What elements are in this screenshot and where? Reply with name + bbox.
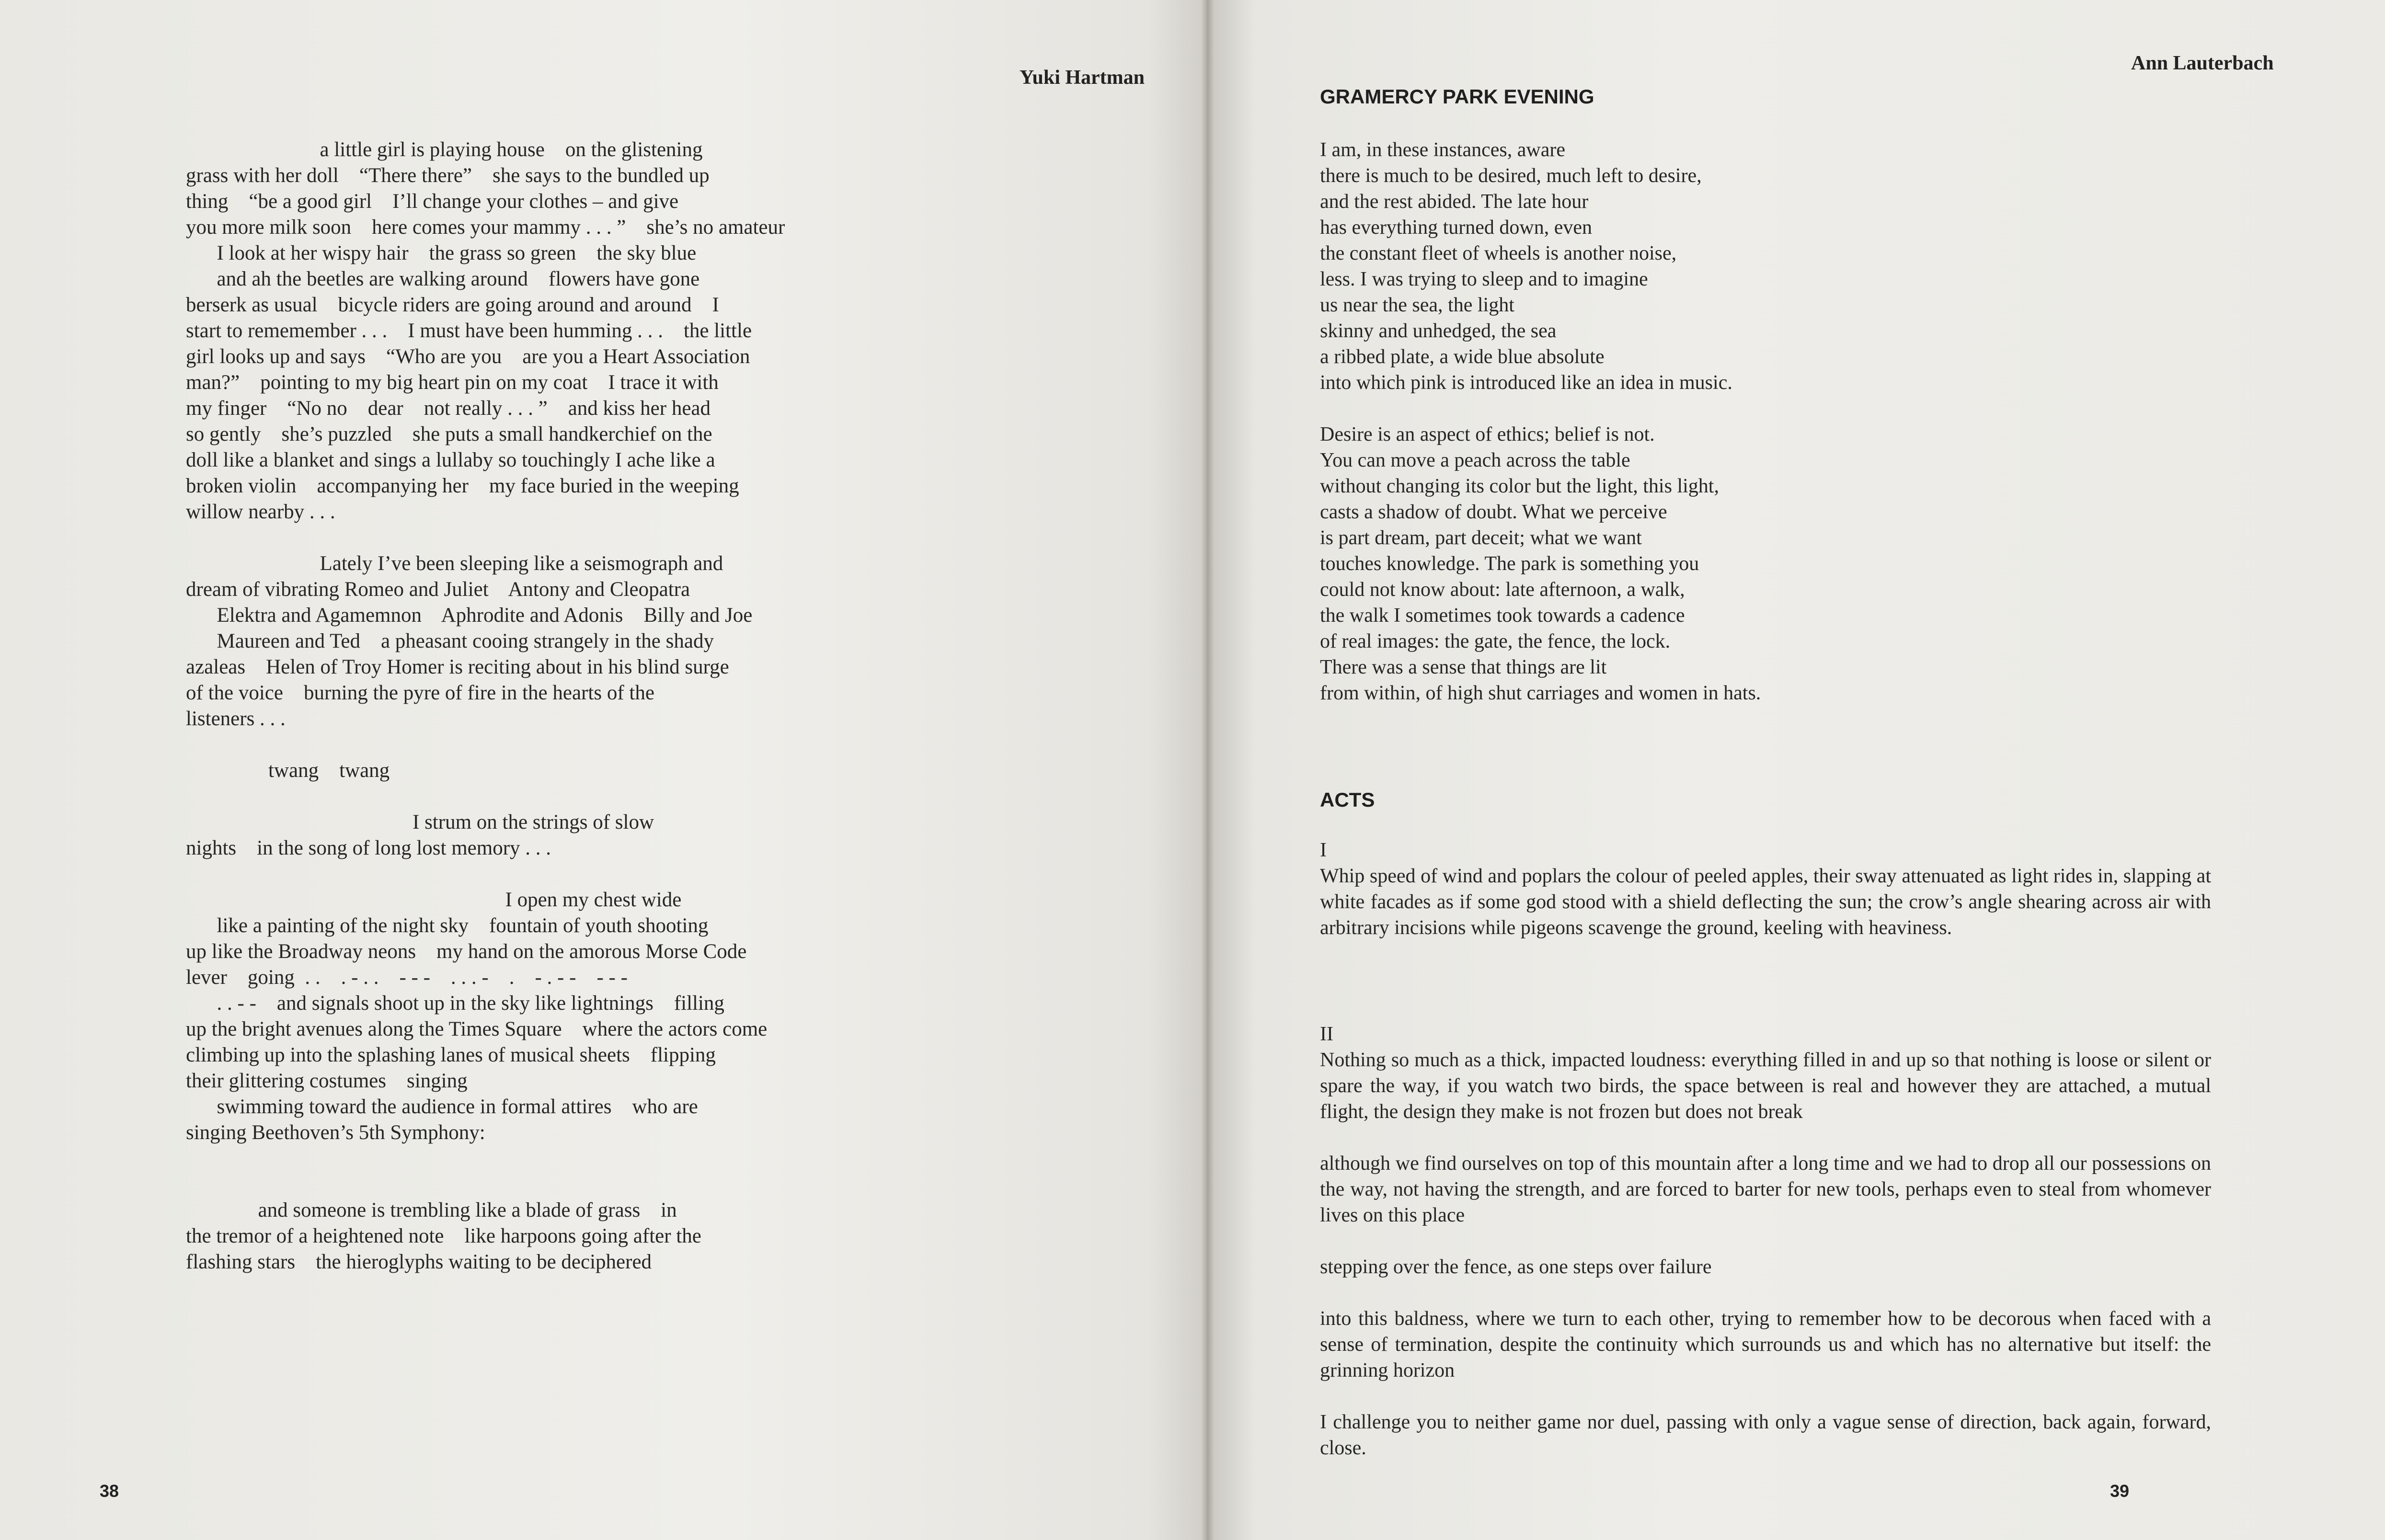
poem-line: there is much to be desired, much left to desire, — [1320, 165, 1702, 187]
prose-paragraph: Whip speed of wind and poplars the colour of peeled apples, their sway attenuated as light rides in, slapping at white facades as if some god stood with a shield deflecting the sun; the crow’s angle shearing across air with arbitrary incisions while pigeons scavenge the ground, keeling with heaviness. — [1320, 865, 2211, 939]
poem-line: I look at her wispy hair the grass so green the sky blue — [186, 242, 697, 264]
prose-paragraph: stepping over the fence, as one steps over failure — [1320, 1256, 1712, 1278]
poem-line: us near the sea, the light — [1320, 294, 1514, 316]
prose-paragraph: Nothing so much as a thick, impacted loudness: everything filled in and up so that nothing is loose or silent or spare the way, if you watch two birds, the space between is real and however they are attached, a mutual flight, the design they make is not frozen but does not break — [1320, 1049, 2211, 1123]
left-page-author: Yuki Hartman — [1020, 67, 1145, 89]
poem-line: is part dream, part deceit; what we want — [1320, 527, 1642, 549]
poem-line: their glittering costumes singing — [186, 1070, 468, 1092]
poem-line: my finger “No no dear not really . . . ” and kiss her head — [186, 397, 711, 420]
poem-line: doll like a blanket and sings a lullaby so touchingly I ache like a — [186, 449, 715, 471]
poem-line: casts a shadow of doubt. What we perceive — [1320, 501, 1667, 523]
poem-line: I strum on the strings of slow — [186, 811, 654, 833]
poem-line: so gently she’s puzzled she puts a small handkerchief on the — [186, 423, 712, 445]
poem-line: from within, of high shut carriages and women in hats. — [1320, 682, 1761, 704]
poem-line: singing Beethoven’s 5th Symphony: — [186, 1121, 485, 1144]
poem-line: the constant fleet of wheels is another noise, — [1320, 242, 1677, 264]
section-numeral: I — [1320, 839, 1327, 861]
poem-line: of real images: the gate, the fence, the lock. — [1320, 630, 1671, 652]
book-gutter — [1201, 0, 1215, 1540]
poem-line: azaleas Helen of Troy Homer is reciting about in his blind surge — [186, 656, 729, 678]
right-page-number: 39 — [2110, 1481, 2130, 1501]
poem-title-acts: ACTS — [1320, 788, 1375, 811]
poem-line: Desire is an aspect of ethics; belief is not. — [1320, 423, 1655, 445]
poem-line: berserk as usual bicycle riders are going around and around I — [186, 294, 719, 316]
section-numeral: II — [1320, 1023, 1333, 1045]
poem-line: girl looks up and says “Who are you are you a Heart Association — [186, 345, 750, 368]
poem-line: willow nearby . . . — [186, 501, 335, 523]
poem-line: Maureen and Ted a pheasant cooing strangely in the shady — [186, 630, 714, 652]
poem-line: the tremor of a heightened note like harpoons going after the — [186, 1225, 701, 1247]
poem-line: could not know about: late afternoon, a walk, — [1320, 579, 1685, 601]
poem-line: up like the Broadway neons my hand on the amorous Morse Code — [186, 940, 747, 963]
right-page-author: Ann Lauterbach — [2131, 52, 2274, 74]
prose-paragraph: I challenge you to neither game nor duel, passing with only a vague sense of direction, back again, forward, close. — [1320, 1411, 2211, 1459]
poem-line: into which pink is introduced like an idea in music. — [1320, 372, 1732, 394]
poem-line: you more milk soon here comes your mammy . . . ” she’s no amateur — [186, 216, 785, 239]
poem-line: of the voice burning the pyre of fire in the hearts of the — [186, 682, 654, 704]
poem-line: a ribbed plate, a wide blue absolute — [1320, 346, 1605, 368]
poem-line: swimming toward the audience in formal attires who are — [186, 1095, 698, 1118]
prose-paragraph: although we find ourselves on top of this mountain after a long time and we had to drop all our possessions on the way, not having the strength, and are forced to barter for new tools, perhaps even to steal from whomever lives on this place — [1320, 1152, 2211, 1226]
poem-line: nights in the song of long lost memory . . . — [186, 837, 551, 859]
poem-line: start to rememember . . . I must have been humming . . . the little — [186, 319, 752, 342]
poem-line: I am, in these instances, aware — [1320, 139, 1565, 161]
poem-line: touches knowledge. The park is something you — [1320, 553, 1699, 575]
poem-line: without changing its color but the light, this light, — [1320, 475, 1719, 497]
poem-line: Lately I’ve been sleeping like a seismograph and — [186, 552, 723, 575]
poem-line: skinny and unhedged, the sea — [1320, 320, 1557, 342]
poem-line: Elektra and Agamemnon Aphrodite and Adonis Billy and Joe — [186, 604, 753, 627]
poem-line: There was a sense that things are lit — [1320, 656, 1607, 678]
poem-line: and the rest abided. The late hour — [1320, 191, 1589, 213]
poem-line: has everything turned down, even — [1320, 217, 1593, 239]
poem-line: twang twang — [186, 759, 390, 782]
poem-title-gramercy: GRAMERCY PARK EVENING — [1320, 85, 1594, 108]
poem-line: listeners . . . — [186, 707, 286, 730]
poem-line: less. I was trying to sleep and to imagine — [1320, 268, 1648, 290]
poem-line: dream of vibrating Romeo and Juliet Antony and Cleopatra — [186, 578, 690, 601]
poem-line: a little girl is playing house on the glistening — [186, 138, 703, 161]
poem-line: flashing stars the hieroglyphs waiting to be deciphered — [186, 1251, 652, 1273]
poem-line: lever going . . . - . . - - - . . . - . - . - - - - - — [186, 966, 628, 989]
poem-line: thing “be a good girl I’ll change your clothes – and give — [186, 190, 679, 213]
poem-line: and ah the beetles are walking around flowers have gone — [186, 268, 700, 290]
left-page-number: 38 — [100, 1481, 119, 1501]
poem-line: like a painting of the night sky fountain of youth shooting — [186, 914, 709, 937]
poem-line: up the bright avenues along the Times Square where the actors come — [186, 1018, 768, 1040]
poem-line: grass with her doll “There there” she says to the bundled up — [186, 164, 710, 187]
poem-line: the walk I sometimes took towards a cadence — [1320, 605, 1685, 627]
poem-line: man?” pointing to my big heart pin on my coat I trace it with — [186, 371, 719, 394]
poem-line: broken violin accompanying her my face buried in the weeping — [186, 475, 739, 497]
poem-line: . . - - and signals shoot up in the sky like lightnings filling — [186, 992, 724, 1015]
poem-line: You can move a peach across the table — [1320, 449, 1630, 471]
prose-paragraph: into this baldness, where we turn to each other, trying to remember how to be decorous when faced with a sense of termination, despite the continuity which surrounds us and which has no alternative but itself: the grinning horizon — [1320, 1308, 2211, 1381]
poem-line: climbing up into the splashing lanes of musical sheets flipping — [186, 1044, 716, 1066]
poem-line: and someone is trembling like a blade of grass in — [186, 1199, 677, 1221]
poem-line: I open my chest wide — [186, 889, 682, 911]
